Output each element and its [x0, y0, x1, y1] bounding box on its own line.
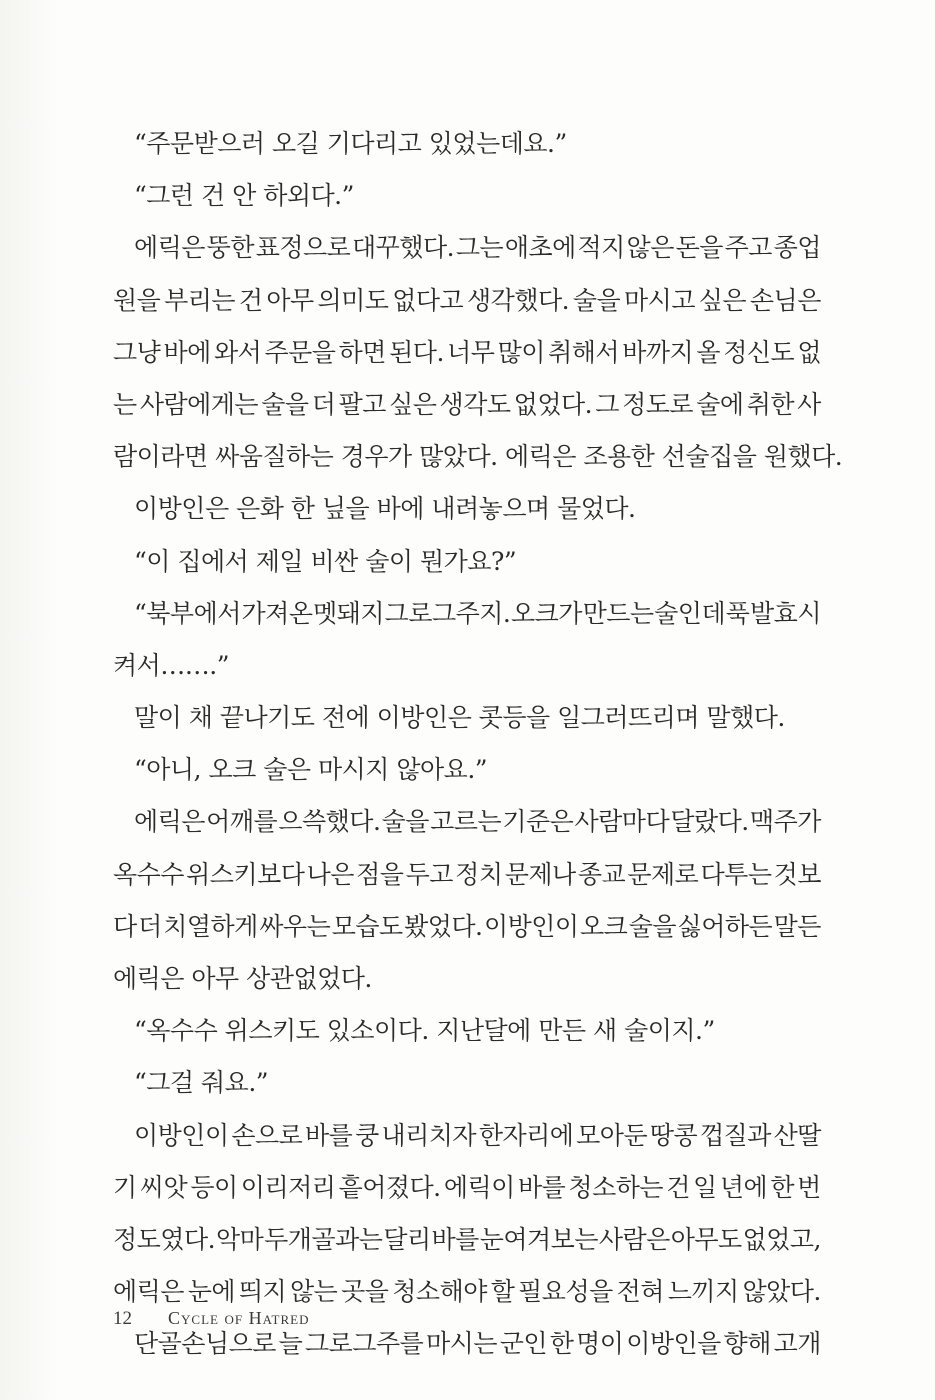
word: 내리치자: [381, 1120, 477, 1150]
word: 등이: [190, 1172, 238, 1202]
word: 사람마다: [574, 807, 670, 837]
text-line: 켜서…….”: [113, 650, 230, 680]
text-line: “옥수수 위스키도 있소이다. 지난달에 만든 새 술이지.”: [134, 1016, 715, 1046]
word: 뚱한: [206, 233, 254, 263]
word: 한: [549, 1329, 574, 1359]
word: 애초에: [504, 233, 576, 263]
word: 생각했다.: [467, 285, 570, 315]
word: 으쓱했다.: [278, 807, 381, 837]
word: 멧돼지: [313, 598, 385, 628]
word: 생각도: [439, 389, 511, 419]
word: 더: [138, 911, 162, 941]
word: 맥주가: [749, 807, 821, 837]
word: 많이: [497, 337, 545, 367]
word: 씨앗: [139, 1172, 188, 1202]
word: 건: [238, 285, 263, 315]
text-line: 에릭은 아무 상관없었다.: [113, 964, 372, 993]
word: 부리는: [164, 285, 236, 315]
word: 에릭은: [134, 807, 205, 837]
word: 하면: [338, 337, 386, 367]
word: 것보: [773, 859, 821, 889]
word: 단골손님으로: [134, 1329, 276, 1359]
word: 쿵: [355, 1120, 379, 1150]
word: 없었다.: [513, 389, 593, 419]
word: 주문을: [264, 337, 336, 367]
word: 할: [490, 1277, 515, 1307]
word: 마시고: [624, 285, 695, 315]
text-line: “그런 건 안 하외다.”: [134, 181, 354, 211]
word: 아무도: [670, 1224, 742, 1254]
word: 적지: [577, 233, 625, 263]
word: 모습도: [331, 911, 403, 941]
word: 가져온: [241, 598, 313, 628]
word: 띄지: [238, 1277, 287, 1307]
word: 원을: [113, 285, 161, 315]
word: 더: [311, 389, 336, 419]
word: 발효시: [750, 598, 821, 628]
word: 아무: [266, 285, 314, 315]
word: 말든: [773, 911, 821, 941]
word: 에릭은: [134, 233, 205, 263]
word: 올: [696, 337, 721, 367]
word: 이방인을: [626, 1329, 721, 1359]
word: 문제나: [504, 859, 576, 889]
word: 푹: [725, 598, 750, 628]
word: 느끼지: [667, 1277, 739, 1307]
word: 싶은: [698, 285, 747, 315]
word: 번: [797, 1172, 821, 1202]
word: 취해서: [548, 337, 620, 367]
page-gutter-shade: [0, 0, 60, 1400]
word: 악마: [215, 1224, 264, 1254]
word: 표정으로: [255, 233, 351, 263]
word: 종업: [773, 233, 821, 263]
word: 전혀: [616, 1277, 664, 1307]
word: 그로그주를: [305, 1329, 424, 1359]
word: 눈여겨보는: [479, 1224, 598, 1254]
text-line: [113, 1220, 821, 1272]
word: 한자리에: [478, 1120, 574, 1150]
word: 에릭은: [113, 1277, 184, 1307]
word: 오크가: [511, 598, 582, 628]
word: 흩어졌다.: [338, 1172, 441, 1202]
text-line: “그걸 줘요.”: [134, 1068, 269, 1098]
text-line: [113, 281, 821, 333]
word: 나은: [306, 859, 354, 889]
word: 싸우는: [259, 911, 331, 941]
word: 손님은: [749, 285, 821, 315]
word: 이방인이: [134, 1120, 229, 1150]
word: 사람은: [598, 1224, 670, 1254]
word: 청소해야: [392, 1277, 487, 1307]
word: 이방인이: [483, 911, 579, 941]
word: 정치: [455, 859, 503, 889]
word: 건: [666, 1172, 690, 1202]
text-line: 이방인은 은화 한 닢을 바에 내려놓으며 물었다.: [134, 494, 636, 524]
word: 바를: [431, 1224, 479, 1254]
word: 산딸: [773, 1120, 821, 1150]
text-line: 람이라면 싸움질하는 경우가 많았다. 에릭은 조용한 선술집을 원했다.: [113, 442, 843, 472]
word: 술을: [628, 911, 677, 941]
word: 두개골과는: [264, 1224, 383, 1254]
word: 봤었다.: [404, 911, 483, 941]
word: 없: [797, 337, 821, 367]
word: 바를: [305, 1120, 353, 1150]
word: 두고: [405, 859, 453, 889]
word: 한: [770, 1172, 794, 1202]
text-line: [113, 802, 821, 854]
text-line: “아니, 오크 술은 마시지 않아요.”: [134, 755, 488, 785]
word: 점을: [356, 859, 404, 889]
word: 모아둔: [576, 1120, 648, 1150]
text-line: [113, 1324, 821, 1376]
word: 에릭이: [443, 1172, 515, 1202]
word: 사: [797, 389, 821, 419]
word: 늘: [278, 1329, 303, 1359]
word: 그는: [455, 233, 504, 263]
word: 않는: [290, 1277, 338, 1307]
word: 껍질과: [699, 1120, 771, 1150]
word: 땅콩: [649, 1120, 698, 1150]
word: 고르는: [430, 807, 502, 837]
word: 바까지: [622, 337, 694, 367]
word: 군인: [499, 1329, 548, 1359]
word: 취한: [746, 389, 794, 419]
word: 필요성을: [518, 1277, 613, 1307]
word: 는: [113, 389, 137, 419]
word: 종교: [577, 859, 626, 889]
word: 그: [595, 389, 619, 419]
running-title: Cycle of Hatred: [168, 1308, 310, 1328]
word: 않았다.: [742, 1277, 821, 1307]
word: 바에: [163, 337, 211, 367]
word: 싶은: [389, 389, 437, 419]
word: 된다.: [389, 337, 444, 367]
page-footer: [113, 1308, 309, 1330]
word: 없다고: [392, 285, 464, 315]
word: 술에: [696, 389, 744, 419]
word: 눈에: [187, 1277, 236, 1307]
word: 옥수수: [113, 859, 184, 889]
word: 정도로: [622, 389, 694, 419]
word: 달리: [383, 1224, 431, 1254]
word: 그로그주지.: [384, 598, 511, 628]
text-line: [113, 385, 821, 437]
word: 곳을: [341, 1277, 389, 1307]
word: 바를: [517, 1172, 566, 1202]
text-line: 말이 채 끝나기도 전에 이방인은 콧등을 일그러뜨리며 말했다.: [134, 703, 785, 733]
text-line: [113, 855, 821, 907]
body-text: [113, 124, 843, 1377]
word: 팔고: [338, 389, 386, 419]
page-number: 12: [113, 1308, 132, 1329]
word: 돈을: [675, 233, 723, 263]
word: 너무: [447, 337, 495, 367]
word: 다: [113, 911, 137, 941]
word: 청소하는: [568, 1172, 664, 1202]
text-line: [113, 333, 821, 385]
word: 문제로: [627, 859, 699, 889]
word: 술을: [261, 389, 309, 419]
text-line: [113, 228, 821, 280]
word: 정신도: [723, 337, 795, 367]
text-line: [113, 1116, 821, 1168]
word: 사람에게는: [139, 389, 259, 419]
word: 않은: [626, 233, 674, 263]
word: 그냥: [113, 337, 161, 367]
text-line: [113, 1168, 821, 1220]
word: “북부에서: [134, 598, 241, 628]
word: 정도였다.: [113, 1224, 216, 1254]
word: 술인데: [654, 598, 726, 628]
word: 달랐다.: [670, 807, 749, 837]
word: 어깨를: [206, 807, 278, 837]
word: 명이: [576, 1329, 624, 1359]
word: 년에: [719, 1172, 768, 1202]
word: 오크: [580, 911, 628, 941]
text-line: [113, 594, 821, 646]
text-line: “주문받으러 오길 기다리고 있었는데요.”: [134, 129, 567, 158]
word: 주고: [724, 233, 772, 263]
word: 손으로: [231, 1120, 303, 1150]
word: 일: [693, 1172, 717, 1202]
word: 향해: [723, 1329, 771, 1359]
word: 이리저리: [240, 1172, 336, 1202]
word: 없었고,: [742, 1224, 821, 1254]
word: 와서: [214, 337, 262, 367]
word: 만드는: [582, 598, 654, 628]
word: 위스키보다: [186, 859, 305, 889]
word: 다투는: [700, 859, 772, 889]
word: 싫어하든: [677, 911, 773, 941]
word: 술을: [381, 807, 429, 837]
word: 술을: [572, 285, 621, 315]
word: 치열하게: [163, 911, 258, 941]
text-line: “이 집에서 제일 비싼 술이 뭔가요?”: [134, 546, 517, 576]
word: 대꾸했다.: [352, 233, 455, 263]
word: 의미도: [317, 285, 389, 315]
word: 기준은: [502, 807, 574, 837]
word: 기: [113, 1172, 137, 1202]
word: 고개: [773, 1329, 821, 1359]
text-line: [113, 907, 821, 959]
word: 마시는: [426, 1329, 497, 1359]
